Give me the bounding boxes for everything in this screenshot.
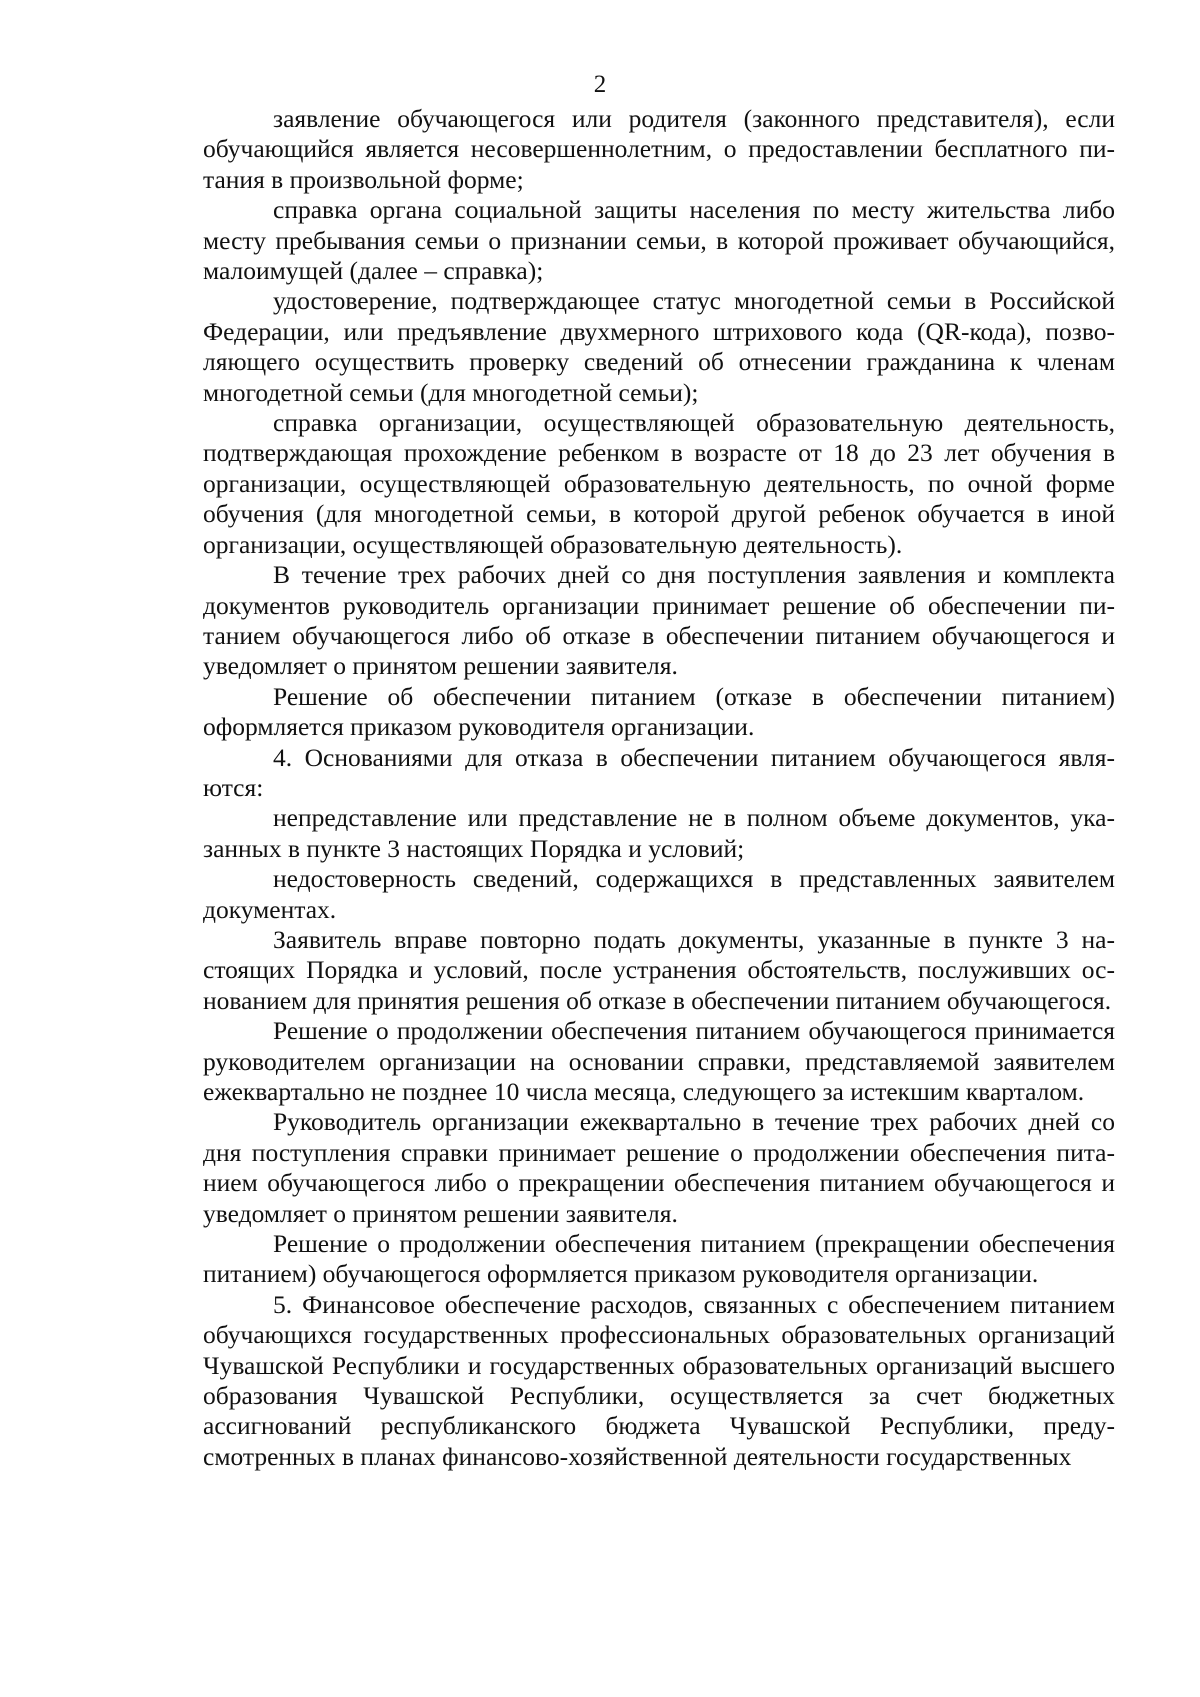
paragraph: Решение о продолжении обеспечения питанием обучающегося принимается руководителем организации на основании справки, представляемой заявителем ежеквартально не позднее 10 числа месяца, следующего за истекшим кварталом. (203, 1016, 1115, 1106)
document-body (203, 104, 1115, 1472)
paragraph: Заявитель вправе повторно подать документы, указанные в пункте 3 настоящих Порядка и условий, после устранения обстоятельств, послуживших основанием для принятия решения об отказе в обеспечении питанием обучающегося. (203, 924, 1115, 1015)
paragraph: Решение о продолжении обеспечения питанием (прекращении обеспечения питанием) обучающегося оформляется приказом руководителя организации. (203, 1229, 1115, 1289)
paragraph: заявление обучающегося или родителя (законного представителя), если обучающийся является несовершеннолетним, о предоставлении бесплатного питания в произвольной форме; (203, 104, 1115, 194)
paragraph: непредставление или представление не в полном объеме документов, указанных в пункте 3 настоящих Порядка и условий; (203, 803, 1115, 863)
paragraph: 5. Финансовое обеспечение расходов, связанных с обеспечением питанием обучающихся государственных профессиональных образовательных организаций Чувашской Республики и государственных образовательных организаций высшего образования Чувашской Республики, осуществляется за счет бюджетных ассигнований республиканского бюджета Чувашской Республики, предусмотренных в планах финансово-хозяйственной деятельности государственных (203, 1289, 1115, 1471)
paragraph: Решение об обеспечении питанием (отказе в обеспечении питанием) оформляется приказом руководителя организации. (203, 681, 1115, 742)
paragraph: Руководитель организации ежеквартально в течение трех рабочих дней со дня поступления справки принимает решение о продолжении обеспечения питанием обучающегося либо о прекращении обеспечения питанием обучающегося и уведомляет о принятом решении заявителя. (203, 1107, 1115, 1228)
paragraph: справка организации, осуществляющей образовательную деятельность, подтверждающая прохождение ребенком в возрасте от 18 до 23 лет обучения в организации, осуществляющей образовательную деятельность, по очной форме обучения (для многодетной семьи, в которой другой ребенок обучается в иной организации, осуществляющей образовательную деятельность). (203, 408, 1115, 559)
paragraph: справка органа социальной защиты населения по месту жительства либо месту пребывания семьи о признании семьи, в которой проживает обучающийся, малоимущей (далее – справка); (203, 195, 1115, 286)
paragraph: В течение трех рабочих дней со дня поступления заявления и комплекта документов руководитель организации принимает решение об обеспечении питанием обучающегося либо об отказе в обеспечении питанием обучающегося и уведомляет о принятом решении заявителя. (203, 560, 1115, 681)
paragraph: 4. Основаниями для отказа в обеспечении питанием обучающегося являются: (203, 742, 1115, 802)
page-number: 2 (593, 71, 607, 98)
paragraph: недостоверность сведений, содержащихся в представленных заявителем документах. (203, 864, 1115, 924)
paragraph: удостоверение, подтверждающее статус многодетной семьи в Российской Федерации, или предъявление двухмерного штрихового кода (QR-кода), позволяющего осуществить проверку сведений об отнесении гражданина к членам многодетной семьи (для многодетной семьи); (203, 286, 1115, 407)
